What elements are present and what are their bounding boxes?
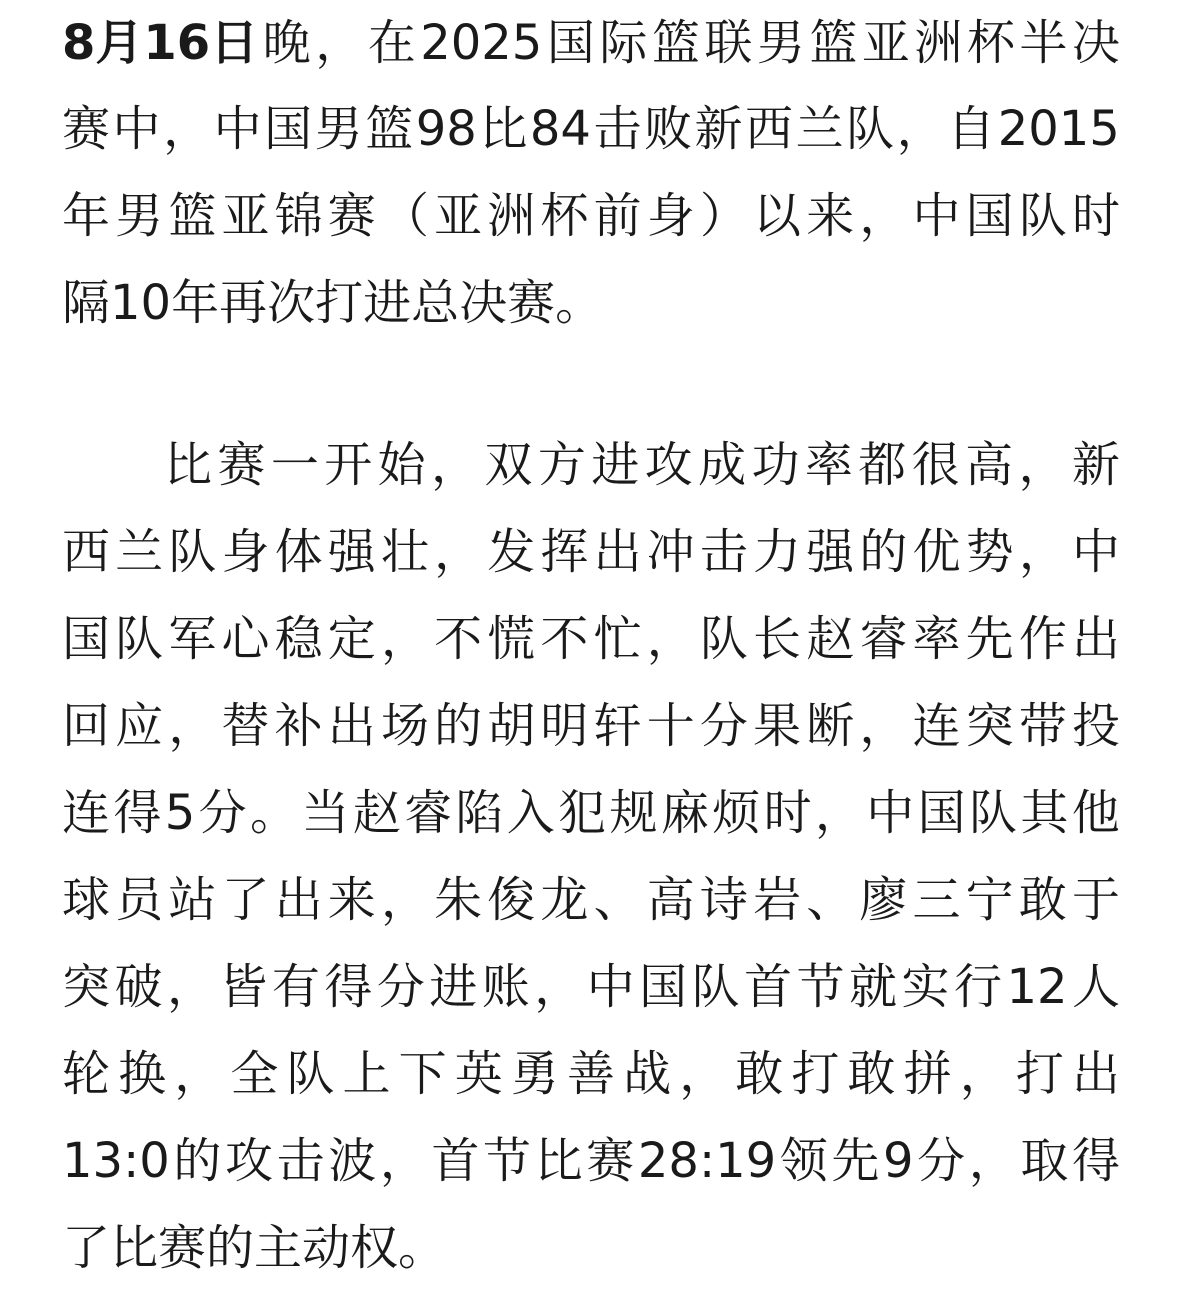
text-line: 了比赛的主动权。 (62, 1220, 447, 1276)
text-line: 年 男 篮 亚 锦 赛 （ 亚 洲 杯 前 身 ） 以 来 ， 中 国 队 时 (62, 188, 1120, 244)
paragraph-gap (62, 347, 1120, 422)
article-body (62, 0, 1120, 1292)
text-line: 回 应 ， 替 补 出 场 的 胡 明 轩 十 分 果 断 ， 连 突 带 投 (62, 698, 1120, 754)
text-line: 连 得 5 分 。 当 赵 睿 陷 入 犯 规 麻 烦 时 ， 中 国 队 其 他 (62, 785, 1120, 841)
text-line: 13:0 的 攻 击 波 ， 首 节 比 赛 28:19 领 先 9 分 ， 取 得 (62, 1133, 1120, 1189)
text-line: 突 破 ， 皆 有 得 分 进 账 ， 中 国 队 首 节 就 实 行 12 人 (62, 959, 1120, 1015)
text-line: 西 兰 队 身 体 强 壮 ， 发 挥 出 冲 击 力 强 的 优 势 ， 中 (62, 524, 1120, 580)
text-line: 比 赛 一 开 始 ， 双 方 进 攻 成 功 率 都 很 高 ， 新 (164, 437, 1120, 493)
paragraph-1 (62, 0, 1120, 347)
text-line: 国 队 军 心 稳 定 ， 不 慌 不 忙 ， 队 长 赵 睿 率 先 作 出 (62, 611, 1120, 667)
text-line: 赛 中 ， 中 国 男 篮 98 比 84 击 败 新 西 兰 队 ， 自 2015 (62, 101, 1120, 157)
text-line: 轮 换 ， 全 队 上 下 英 勇 善 战 ， 敢 打 敢 拼 ， 打 出 (62, 1046, 1120, 1102)
text-line: 8月16日 晚 ， 在 2025 国 际 篮 联 男 篮 亚 洲 杯 半 决 (62, 15, 1120, 71)
text-line: 球 员 站 了 出 来 ， 朱 俊 龙 、 高 诗 岩 、 廖 三 宁 敢 于 (62, 872, 1120, 928)
paragraph-2 (62, 422, 1120, 1292)
text-line: 隔10年再次打进总决赛。 (62, 275, 604, 331)
